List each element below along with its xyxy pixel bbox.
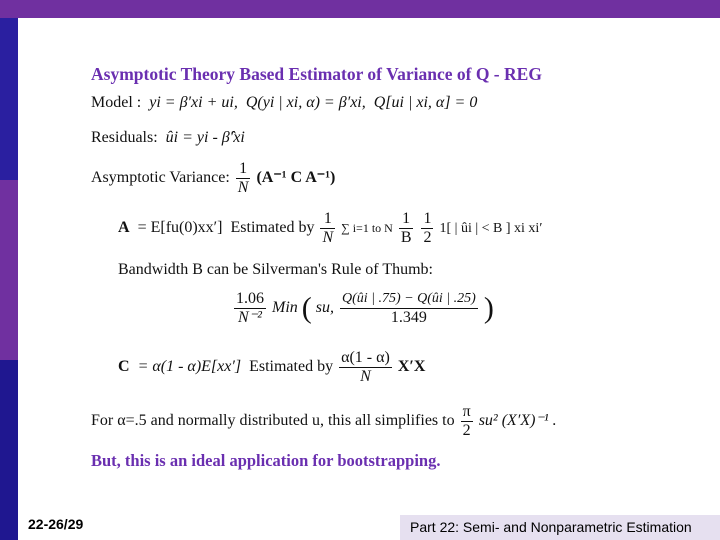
bandwidth-iqr-fraction: $\frac{Q(ûi | .75) - Q(ûi | .25)}{1.349}$ [342, 291, 476, 326]
a-label: A [118, 219, 130, 237]
a-indicator-expression: 1[ | ûi | < B ] xi xi′ [439, 221, 543, 237]
special-case-fraction: $\frac{\pi}{2}$ [462, 403, 471, 439]
a-fraction-1-over-n: $\frac{1}{N}$ [322, 210, 334, 246]
special-case-text: For α=.5 and normally distributed u, this all simplifies to [91, 412, 455, 430]
bandwidth-fraction: $\frac{1.06}{\text{N⁻²}}$ [236, 290, 264, 326]
a-matrix-line [118, 210, 542, 247]
special-case-line [91, 403, 557, 440]
bandwidth-su: su, [315, 299, 335, 317]
a-equation: = E[fu(0)xx′] [137, 219, 223, 237]
footer-caption: Part 22: Semi- and Nonparametric Estimation [400, 515, 720, 540]
c-equation: = α(1 - α)E[xx′] [137, 358, 242, 376]
slide-number: 22-26/29 [28, 516, 84, 532]
bandwidth-min: Min [272, 299, 298, 317]
bandwidth-formula: $\frac{1.06}{\text{N⁻²}}$ Min ( su, $\frac{Q(ûi | .75) - Q(ûi | .25)}{1.349}$ ) [236, 290, 494, 326]
c-estimated-by: Estimated by [249, 358, 334, 376]
asymptotic-variance-expression: (A⁻¹ C A⁻¹) [256, 169, 336, 187]
c-expression: X′X [397, 358, 426, 376]
a-fraction-1-over-b: $\frac{1}{B}$ [400, 210, 412, 246]
asymptotic-variance-label: Asymptotic Variance: [91, 169, 230, 187]
bandwidth-text: Bandwidth B can be Silverman's Rule of Thumb: [118, 261, 433, 278]
residuals-equation: ûi = yi - β̂′xi [165, 129, 245, 146]
a-summation: ∑ i=1 to N [341, 221, 393, 236]
closing-remark: But, this is an ideal application for bootstrapping. [91, 451, 441, 470]
asymptotic-variance-fraction: $\frac{1}{N}$ [237, 160, 249, 196]
c-label: C [118, 358, 130, 376]
left-bar-segment-top [0, 18, 18, 180]
a-fraction-1-over-2: $\frac{1}{2}$ [423, 210, 432, 246]
slide-title: Asymptotic Theory Based Estimator of Variance of Q - REG [91, 64, 542, 84]
asymptotic-variance-line [91, 160, 335, 197]
left-bar-segment-middle [0, 180, 18, 360]
model-label: Model : [91, 94, 142, 111]
model-line [91, 94, 477, 112]
model-equation-1: yi = β′xi + ui, [149, 94, 238, 111]
special-case-expression: su² (X′X)⁻¹ . [478, 412, 557, 430]
residuals-label: Residuals: [91, 129, 158, 146]
c-matrix-line [118, 349, 425, 386]
left-bar-segment-bottom [0, 360, 18, 540]
model-equation-3: Q[ui | xi, α] = 0 [373, 94, 478, 111]
top-decorative-bar [0, 0, 720, 18]
left-decorative-bar [0, 0, 18, 540]
model-equation-2: Q(yi | xi, α) = β′xi, [245, 94, 366, 111]
a-estimated-by: Estimated by [230, 219, 315, 237]
c-fraction: $\frac{\alpha(1 - \alpha)}{N}$ [341, 349, 390, 385]
residuals-line [91, 129, 245, 147]
